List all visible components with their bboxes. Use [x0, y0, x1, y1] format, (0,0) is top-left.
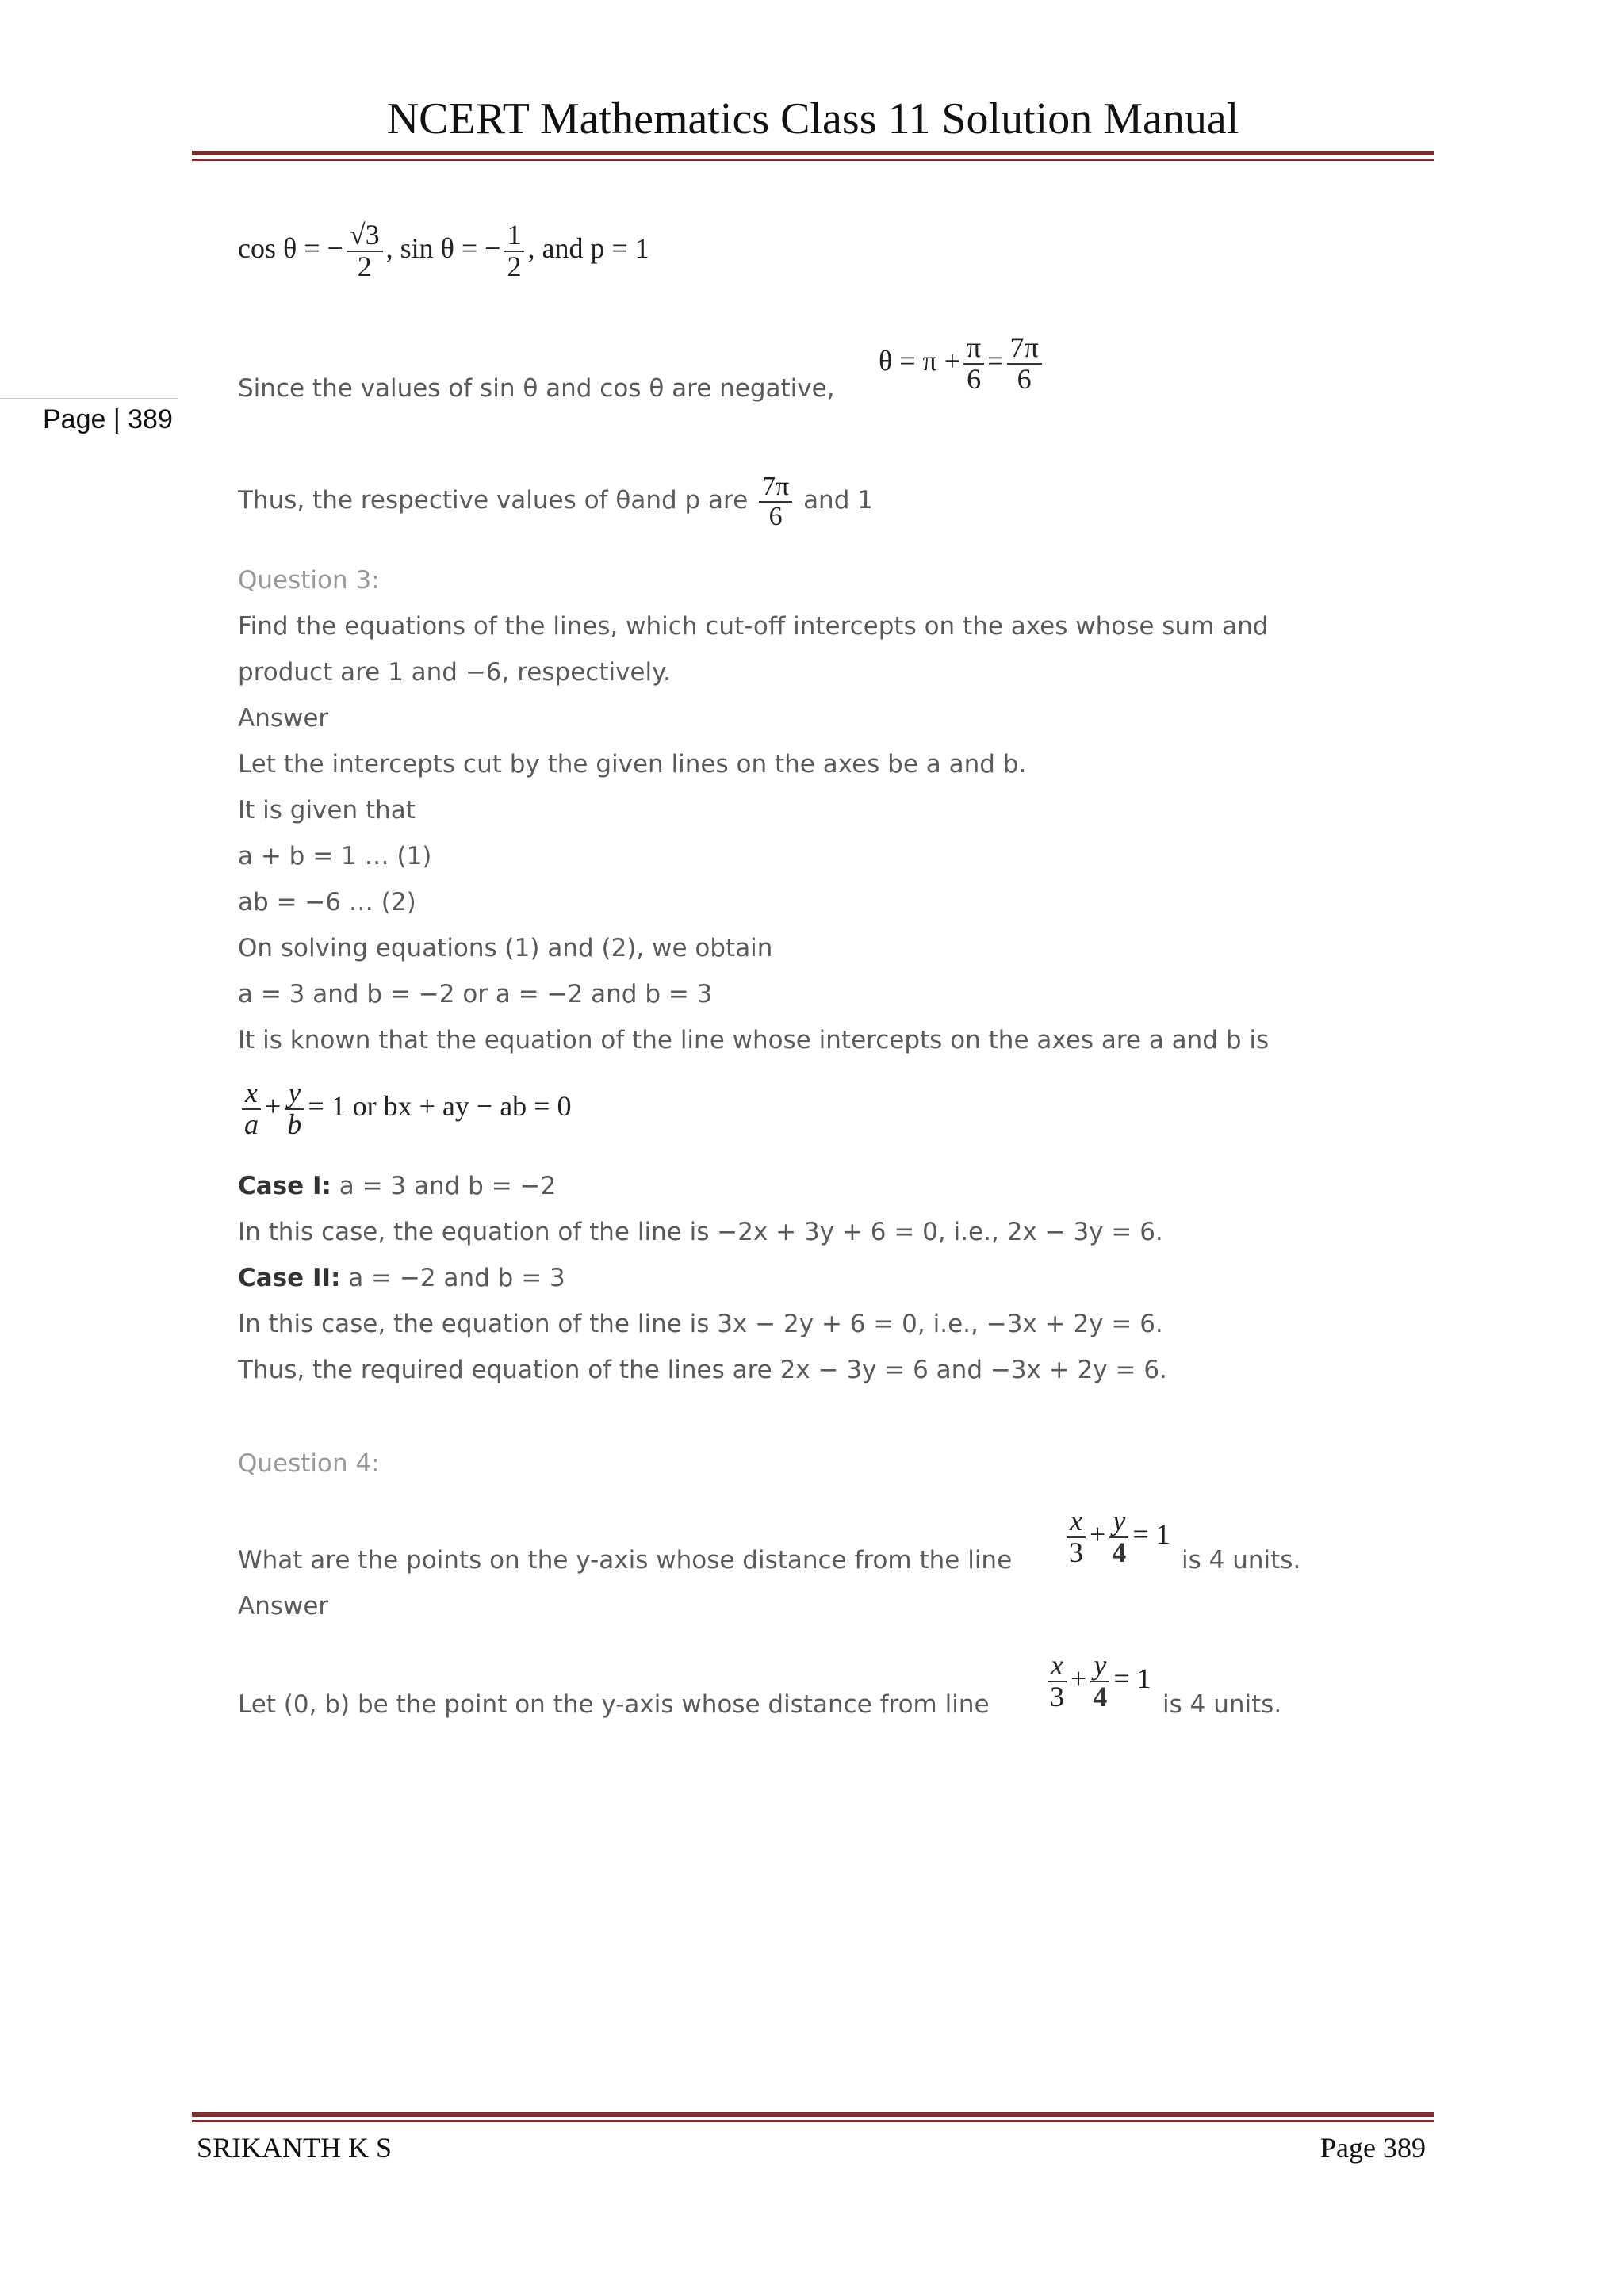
answer-label-1: Answer — [238, 704, 329, 733]
question-3-text-2: product are 1 and −6, respectively. — [238, 658, 671, 687]
question-4-tail: is 4 units. — [1182, 1546, 1301, 1575]
question-4-text: What are the points on the y-axis whose distance from the line — [238, 1546, 1013, 1575]
case-1-line: Case I: a = 3 and b = −2 — [238, 1172, 557, 1200]
let-point-tail: is 4 units. — [1162, 1690, 1282, 1719]
equation-intercept-form: $\frac{x}{a}$ + $\frac{y}{b}$ = 1 or bx + ay − ab = 0 — [238, 1078, 571, 1140]
equation-theta: θ = π + $\frac{\pi}{6}$ = $\frac{7\pi}{6}$ — [879, 333, 1045, 395]
let-point-text: Let (0, b) be the point on the y-axis whose distance from line — [238, 1690, 990, 1719]
header-rule-thick — [192, 151, 1434, 155]
footer-rule-thick — [192, 2112, 1434, 2117]
question-4-fraction: $\frac{x}{3}$ + $\frac{y}{4}$ = 1 — [1063, 1506, 1170, 1568]
side-divider — [0, 398, 178, 399]
fraction-7pi-6: $\frac{7\pi}{6}$ — [759, 473, 792, 530]
side-page-label: Page | 389 — [43, 404, 173, 434]
answer-line-5: On solving equations (1) and (2), we obtain — [238, 934, 773, 962]
since-text: Since the values of sin θ and cos θ are negative, — [238, 374, 835, 403]
header-rule-thin — [192, 159, 1434, 161]
page-header-title: NCERT Mathematics Class 11 Solution Manual — [386, 94, 1239, 144]
let-point-fraction: $\frac{x}{3}$ + $\frac{y}{4}$ = 1 — [1044, 1651, 1151, 1712]
answer-line-6: a = 3 and b = −2 or a = −2 and b = 3 — [238, 980, 713, 1008]
footer-author: SRIKANTH K S — [197, 2132, 393, 2164]
thus-required-lines: Thus, the required equation of the lines are 2x − 3y = 6 and −3x + 2y = 6. — [238, 1356, 1167, 1384]
footer-page-number: Page 389 — [1320, 2132, 1426, 2164]
equation-cos-sin: cos θ = − $\frac{√3}{2}$ , sin θ = − $\frac{1}{2}$ , and p = 1 — [238, 219, 649, 282]
question-4-label: Question 4: — [238, 1449, 380, 1478]
case-2-equation: In this case, the equation of the line is 3x − 2y + 6 = 0, i.e., −3x + 2y = 6. — [238, 1310, 1163, 1338]
answer-line-2: It is given that — [238, 796, 416, 825]
answer-line-3: a + b = 1 … (1) — [238, 842, 432, 871]
question-3-label: Question 3: — [238, 566, 380, 595]
case-2-line: Case II: a = −2 and b = 3 — [238, 1264, 565, 1292]
question-3-text-1: Find the equations of the lines, which cut-off intercepts on the axes whose sum and — [238, 612, 1269, 641]
answer-line-7: It is known that the equation of the line whose intercepts on the axes are a and b is — [238, 1026, 1270, 1054]
footer-rule-thin — [192, 2120, 1434, 2122]
thus-text: Thus, the respective values of θand p are $\frac{7\pi}{6}$ and 1 — [238, 472, 873, 531]
answer-line-4: ab = −6 … (2) — [238, 888, 416, 916]
answer-line-1: Let the intercepts cut by the given lines on the axes be a and b. — [238, 750, 1027, 779]
case-1-equation: In this case, the equation of the line is −2x + 3y + 6 = 0, i.e., 2x − 3y = 6. — [238, 1218, 1163, 1246]
answer-label-2: Answer — [238, 1592, 329, 1621]
